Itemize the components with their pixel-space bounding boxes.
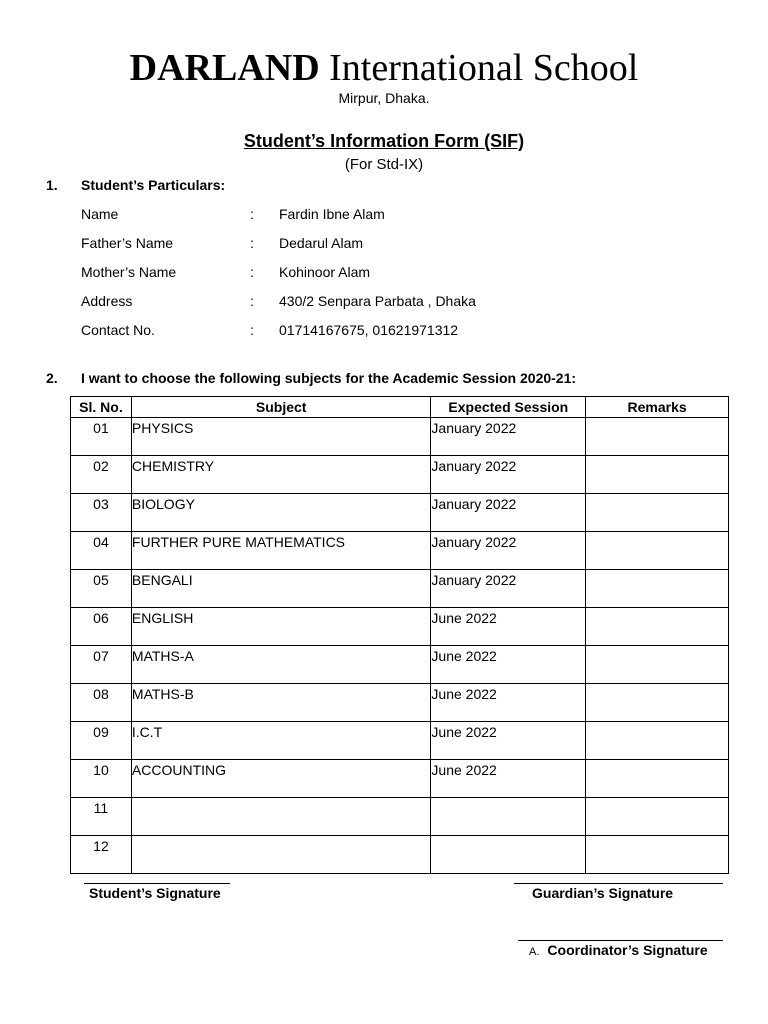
field-value: Fardin Ibne Alam [279, 206, 385, 222]
guardian-signature-label: Guardian’s Signature [532, 885, 674, 901]
cell-session: June 2022 [431, 722, 586, 760]
subjects-table [70, 396, 729, 874]
field-label: Name [81, 206, 119, 222]
cell-subject [131, 798, 431, 836]
cell-remarks [586, 570, 729, 608]
cell-sl-no: 11 [71, 798, 132, 836]
school-name [0, 44, 768, 92]
section-1-title: Student’s Particulars: [81, 177, 226, 193]
section-1-number: 1. [46, 177, 58, 193]
field-colon: : [250, 235, 254, 251]
cell-session [431, 798, 586, 836]
cell-remarks [586, 722, 729, 760]
field-value: 01714167675, 01621971312 [279, 322, 459, 338]
table-row [71, 608, 729, 646]
field-label: Address [81, 293, 133, 309]
cell-remarks [586, 608, 729, 646]
table-row [71, 418, 729, 456]
cell-session: June 2022 [431, 684, 586, 722]
cell-subject: BENGALI [131, 570, 431, 608]
form-title: Student’s Information Form (SIF) [243, 131, 525, 151]
field-label: Mother’s Name [81, 264, 177, 280]
cell-remarks [586, 418, 729, 456]
table-row [71, 456, 729, 494]
section-2-title: I want to choose the following subjects for the Academic Session 2020-21: [81, 370, 577, 386]
school-location: Mirpur, Dhaka. [338, 90, 430, 106]
field-value: Kohinoor Alam [279, 264, 371, 280]
field-colon: : [250, 264, 254, 280]
form-subtitle: (For Std-IX) [344, 156, 424, 173]
cell-sl-no: 04 [71, 532, 132, 570]
cell-remarks [586, 684, 729, 722]
cell-session: January 2022 [431, 456, 586, 494]
column-header-subject: Subject [131, 397, 431, 418]
cell-subject: BIOLOGY [131, 494, 431, 532]
cell-session: January 2022 [431, 570, 586, 608]
cell-subject: I.C.T [131, 722, 431, 760]
cell-remarks [586, 532, 729, 570]
cell-session: January 2022 [431, 532, 586, 570]
field-colon: : [250, 322, 254, 338]
table-row [71, 684, 729, 722]
table-row [71, 836, 729, 874]
table-row [71, 798, 729, 836]
cell-subject: PHYSICS [131, 418, 431, 456]
cell-sl-no: 02 [71, 456, 132, 494]
cell-subject: ENGLISH [131, 608, 431, 646]
cell-sl-no: 01 [71, 418, 132, 456]
field-label: Contact No. [81, 322, 155, 338]
cell-sl-no: 12 [71, 836, 132, 874]
cell-sl-no: 03 [71, 494, 132, 532]
table-row [71, 570, 729, 608]
school-name-rest: International School [329, 47, 639, 89]
table-row [71, 494, 729, 532]
column-header-expected-session: Expected Session [431, 397, 586, 418]
cell-remarks [586, 494, 729, 532]
section-1-heading [46, 177, 225, 193]
coordinator-signature-label: Coordinator’s Signature [547, 942, 708, 958]
cell-session: June 2022 [431, 760, 586, 798]
cell-remarks [586, 760, 729, 798]
cell-subject: FURTHER PURE MATHEMATICS [131, 532, 431, 570]
field-value: 430/2 Senpara Parbata , Dhaka [279, 293, 476, 309]
coordinator-signature [529, 942, 708, 958]
cell-remarks [586, 456, 729, 494]
cell-remarks [586, 646, 729, 684]
table-header-row [71, 397, 729, 418]
student-signature-line [84, 883, 230, 884]
cell-session [431, 836, 586, 874]
cell-subject: MATHS-A [131, 646, 431, 684]
section-2-heading [46, 370, 576, 386]
cell-subject [131, 836, 431, 874]
guardian-signature-line [514, 883, 723, 884]
cell-subject: ACCOUNTING [131, 760, 431, 798]
coordinator-signature-line [518, 940, 723, 941]
table-row [71, 722, 729, 760]
field-colon: : [250, 293, 254, 309]
student-signature-label: Student’s Signature [89, 885, 221, 901]
cell-sl-no: 05 [71, 570, 132, 608]
table-row [71, 760, 729, 798]
cell-session: June 2022 [431, 608, 586, 646]
field-value: Dedarul Alam [279, 235, 364, 251]
school-name-brand: DARLAND [129, 47, 320, 89]
coordinator-prefix: A. [529, 946, 540, 958]
cell-remarks [586, 798, 729, 836]
cell-session: January 2022 [431, 418, 586, 456]
section-2-number: 2. [46, 370, 58, 386]
cell-subject: CHEMISTRY [131, 456, 431, 494]
cell-subject: MATHS-B [131, 684, 431, 722]
cell-sl-no: 10 [71, 760, 132, 798]
table-row [71, 532, 729, 570]
cell-sl-no: 06 [71, 608, 132, 646]
table-row [71, 646, 729, 684]
cell-sl-no: 08 [71, 684, 132, 722]
cell-remarks [586, 836, 729, 874]
column-header-remarks: Remarks [586, 397, 729, 418]
field-colon: : [250, 206, 254, 222]
column-header-sl-no: Sl. No. [71, 397, 132, 418]
field-label: Father’s Name [81, 235, 174, 251]
cell-sl-no: 09 [71, 722, 132, 760]
cell-session: June 2022 [431, 646, 586, 684]
cell-sl-no: 07 [71, 646, 132, 684]
cell-session: January 2022 [431, 494, 586, 532]
